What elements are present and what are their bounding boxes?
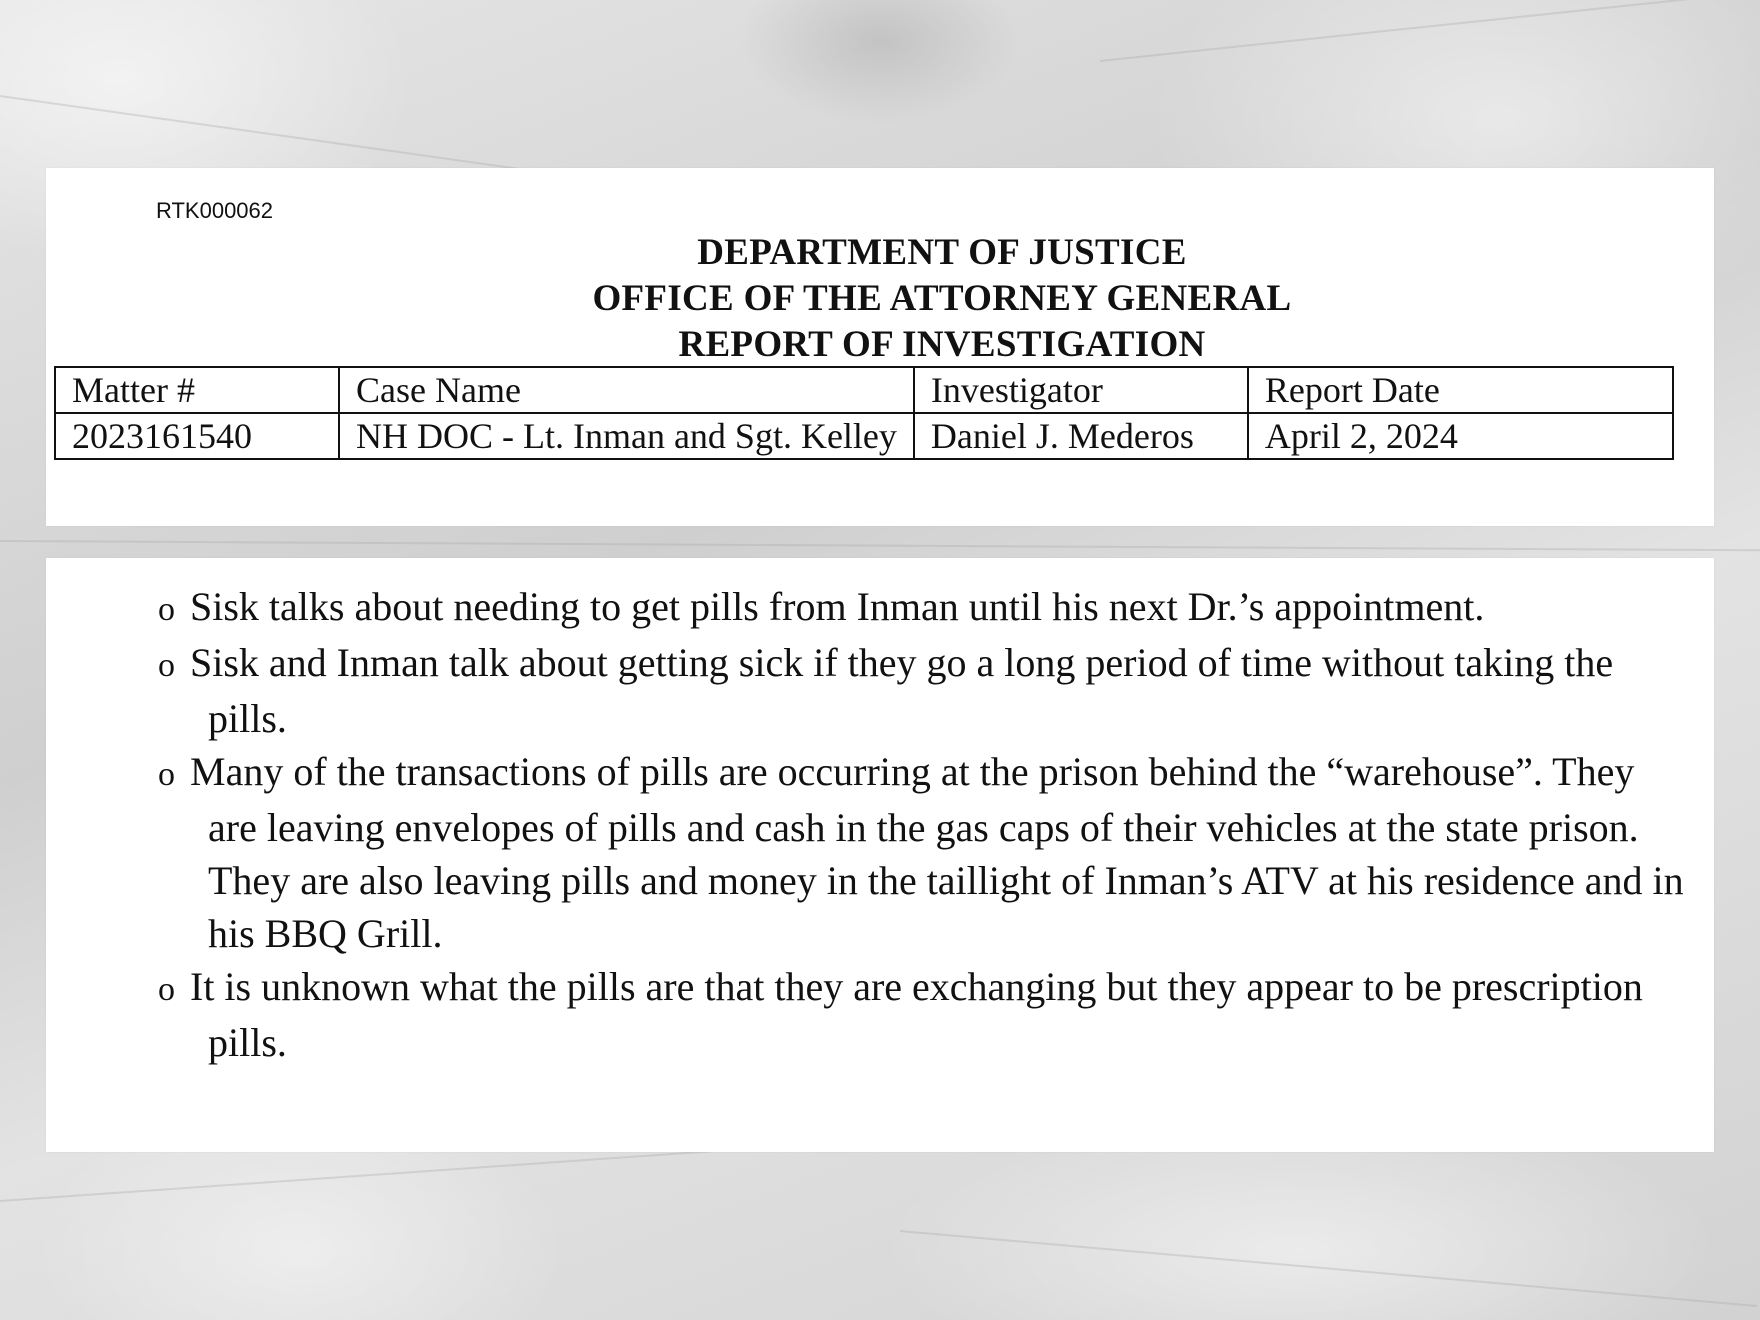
background-crease <box>1100 0 1757 62</box>
header-report-date: Report Date <box>1248 367 1673 413</box>
value-case-name: NH DOC - Lt. Inman and Sgt. Kelley <box>339 413 914 459</box>
bullet-text: Sisk talks about needing to get pills from Inman until his next Dr.’s appointment. <box>190 584 1485 629</box>
value-investigator: Daniel J. Mederos <box>914 413 1248 459</box>
header-investigator: Investigator <box>914 367 1248 413</box>
document-id: RTK000062 <box>156 198 274 223</box>
title-report: REPORT OF INVESTIGATION <box>678 324 1206 365</box>
bullet-marker: o <box>158 647 175 684</box>
bullet-text: Sisk and Inman talk about getting sick if they go a long period of time without taking the pills. <box>190 640 1614 741</box>
bullet-marker: o <box>158 971 175 1008</box>
case-info-value-row <box>55 413 1673 459</box>
bullet-marker: o <box>158 756 175 793</box>
report-header-panel <box>46 168 1714 526</box>
list-item <box>126 580 1686 636</box>
value-matter: 2023161540 <box>55 413 339 459</box>
bullet-marker: o <box>158 591 175 628</box>
title-department: DEPARTMENT OF JUSTICE <box>697 232 1187 273</box>
bullet-text: It is unknown what the pills are that they are exchanging but they appear to be prescription pills. <box>190 964 1643 1065</box>
report-titles <box>46 230 1714 368</box>
list-item <box>126 960 1686 1069</box>
background-crease <box>0 540 1760 551</box>
case-info-table <box>54 366 1674 460</box>
bullet-text: Many of the transactions of pills are occurring at the prison behind the “warehouse”. They are leaving envelopes of pills and cash in the gas caps of their vehicles at the state prison. They are also leaving pills and money in the taillight of Inman’s ATV at his residence and in his BBQ Grill. <box>190 749 1684 956</box>
case-info-header-row <box>55 367 1673 413</box>
background-crease <box>900 1230 1757 1307</box>
list-item <box>126 636 1686 745</box>
title-office: OFFICE OF THE ATTORNEY GENERAL <box>592 278 1292 319</box>
list-item <box>126 745 1686 960</box>
header-matter: Matter # <box>55 367 339 413</box>
findings-list <box>126 580 1686 1069</box>
header-case-name: Case Name <box>339 367 914 413</box>
report-body-panel <box>46 558 1714 1152</box>
value-report-date: April 2, 2024 <box>1248 413 1673 459</box>
